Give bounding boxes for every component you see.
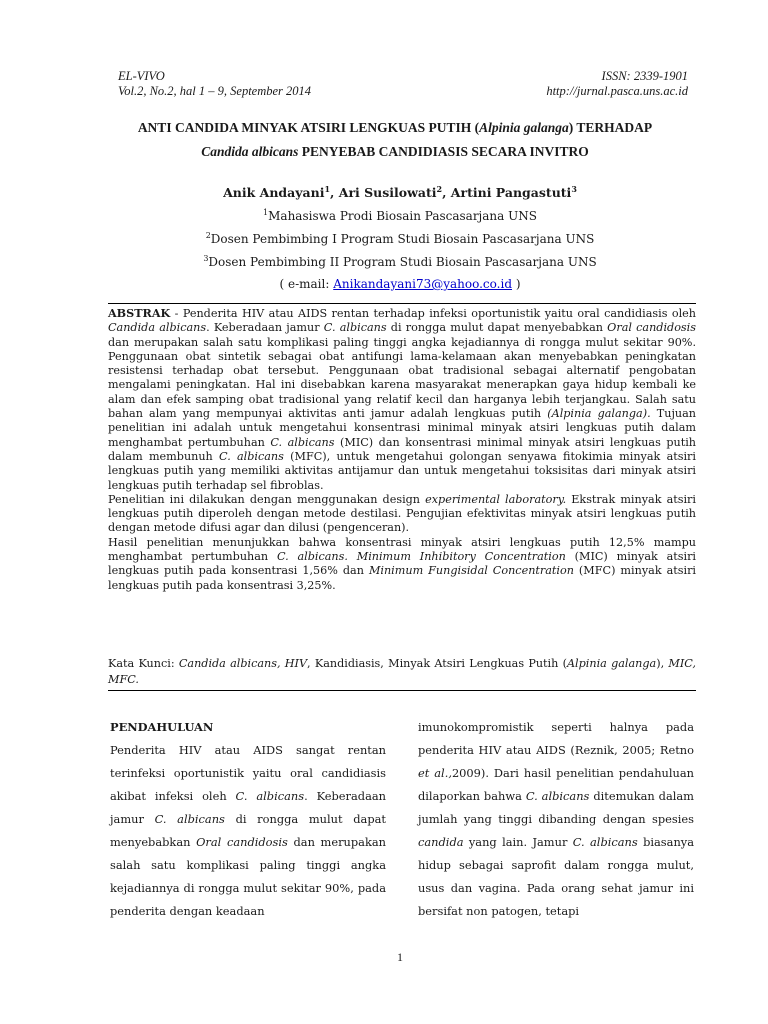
affiliation-1: $^1$Mahasiswa Prodi Biosain Pascasarjana UNS xyxy=(263,208,537,223)
contact-email-line: ( e-mail: Anikandayani73@yahoo.co.id ) xyxy=(279,277,521,291)
affiliation-2: $^2$Dosen Pembimbing I Program Studi Biosain Pascasarjana UNS xyxy=(205,231,595,246)
body-paragraph-left: Penderita HIV atau AIDS sangat rentan terinfeksi oportunistik yaitu oral candidiasis akibat infeksi oleh C. albicans. Keberadaan jamur C. albicans di rongga mulut dapat menyebabkan Oral candidosis dan merupakan salah satu komplikasi paling tinggi angka kejadiannya di rongga mulut sekitar 90%, pada penderita dengan keadaan xyxy=(110,743,386,918)
journal-name: EL-VIVO xyxy=(118,69,165,83)
body-paragraph-right: imunokompromistik seperti halnya pada penderita HIV atau AIDS (Reznik, 2005; Retno et al.,2009). Dari hasil penelitian pendahuluan dilaporkan bahwa C. albicans ditemukan dalam jumlah yang tinggi dibanding dengan spesies candida yang lain. Jamur C. albicans biasanya hidup sebagai saprofit dalam rongga mulut, usus dan vagina. Pada orang sehat jamur ini bersifat non patogen, tetapi xyxy=(418,720,695,918)
author-list: Anik Andayani$^1$, Ari Susilowati$^2$, Artini Pangastuti$^3$ xyxy=(223,184,577,201)
journal-issn: ISSN: 2339-1901 xyxy=(601,69,688,83)
abstract-paragraph-1: ABSTRAK - Penderita HIV atau AIDS rentan terhadap infeksi oportunistik yaitu oral candidiasis oleh Candida albicans. Keberadaan jamur C. albicans di rongga mulut dapat menyebabkan Oral candidosis dan merupakan salah satu komplikasi paling tinggi angka kejadiannya di rongga mulut sekitar 90%. Penggunaan obat sintetik sebagai obat antifungi lama-kelamaan akan menyebabkan peningkatan resistensi terhadap obat tersebut. Penggunaan obat tradisional sebagai alternatif pengobatan mengalami peningkatan. Hal ini disebabkan karena masyarakat menerapkan gaya hidup kembali ke alam dan efek samping obat tradisional yang relatif kecil dan harganya lebih terjangkau. Salah satu bahan alam yang mempunyai aktivitas anti jamur adalah lengkuas putih (Alpinia galanga). Tujuan penelitian ini adalah untuk mengetahui konsentrasi minimal minyak atsiri lengkuas putih dalam menghambat pertumbuhan C. albicans (MIC) dan konsentrasi minimal minyak atsiri lengkuas putih dalam membunuh C. albicans (MFC), untuk mengetahui golongan senyawa fitokimia minyak atsiri lengkuas putih yang memiliki aktivitas antijamur dan untuk mengetahui toksisitas dari minyak atsiri lengkuas putih terhadap sel fibroblas. xyxy=(108,306,696,492)
abstract-section xyxy=(108,303,696,593)
running-header-right xyxy=(546,69,688,99)
body-column-left xyxy=(110,716,386,923)
journal-url: http://jurnal.pasca.uns.ac.id xyxy=(546,84,688,98)
affiliation-3: $^3$Dosen Pembimbing II Program Studi Biosain Pascasarjana UNS xyxy=(203,254,597,269)
title-line-2: Candida albicans PENYEBAB CANDIDIASIS SECARA INVITRO xyxy=(201,144,589,159)
keywords: Kata Kunci: Candida albicans, HIV, Kandidiasis, Minyak Atsiri Lengkuas Putih (Alpinia galanga), MIC, MFC. xyxy=(108,657,696,686)
section-heading: PENDAHULUAN xyxy=(110,720,214,734)
paper-title xyxy=(100,116,690,164)
abstract-paragraph-2: Penelitian ini dilakukan dengan menggunakan design experimental laboratory. Ekstrak minyak atsiri lengkuas putih diperoleh dengan metode destilasi. Pengujian efektivitas minyak atsiri lengkuas putih dengan metode difusi agar dan dilusi (pengenceran). xyxy=(108,492,696,535)
running-header-left xyxy=(118,69,311,99)
body-column-right xyxy=(418,716,694,923)
journal-volume: Vol.2, No.2, hal 1 – 9, September 2014 xyxy=(118,84,312,98)
keywords-divider xyxy=(108,690,696,691)
abstract-paragraph-3: Hasil penelitian menunjukkan bahwa konsentrasi minyak atsiri lengkuas putih 12,5% mampu menghambat pertumbuhan C. albicans. Minimum Inhibitory Concentration (MIC) minyak atsiri lengkuas putih pada konsentrasi 1,56% dan Minimum Fungisidal Concentration (MFC) minyak atsiri lengkuas putih pada konsentrasi 3,25%. xyxy=(108,535,697,592)
abstract-text xyxy=(108,304,696,593)
email-link[interactable]: Anikandayani73@yahoo.co.id xyxy=(333,277,512,291)
title-line-1: ANTI CANDIDA MINYAK ATSIRI LENGKUAS PUTIH (Alpinia galanga) TERHADAP xyxy=(137,120,653,135)
page-number: 1 xyxy=(397,950,403,964)
